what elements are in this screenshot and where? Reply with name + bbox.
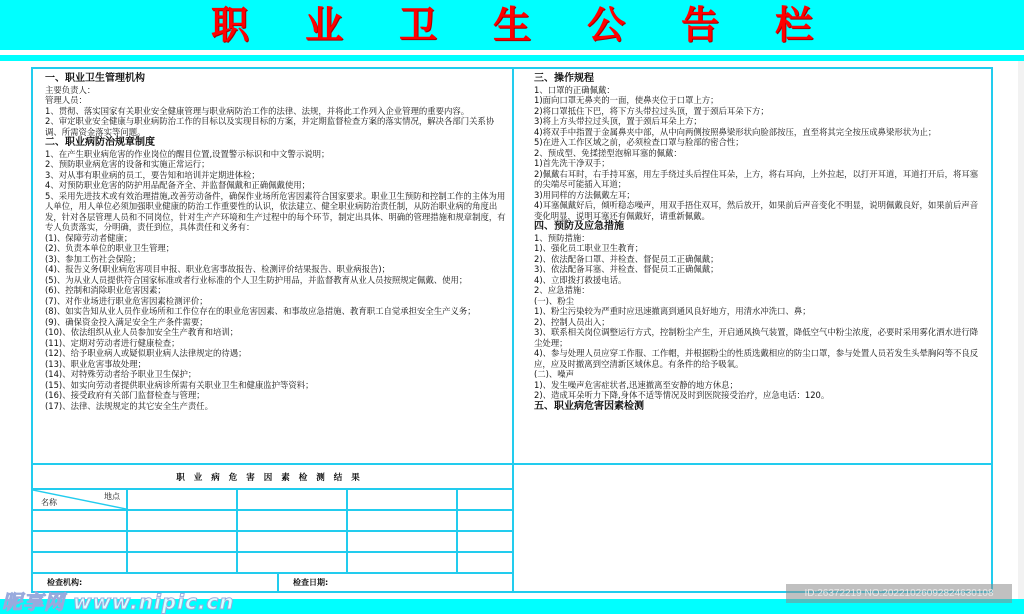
paragraph-line: (9)、确保资金投入满足安全生产条件需要；: [45, 316, 208, 327]
table-cell[interactable]: [127, 552, 237, 573]
paragraph-line: 1、口罩的正确佩戴：: [534, 84, 615, 95]
paragraph-line: 2、审定职业安全健康与职业病防治工作的目标以及实现目标的方案，并定期监督检查方案的落实情况，解决各部门关系协调、所需资金落实等问题。: [45, 116, 495, 137]
table-title: 职业病危害因素检测结果: [176, 473, 369, 483]
location-header: 地点: [104, 492, 120, 501]
paragraph-line: 3)将上方头带拉过头顶，置于颈后耳朵上方；: [534, 116, 702, 126]
title-char: 栏: [774, 3, 813, 47]
table-cell[interactable]: [457, 531, 512, 552]
paragraph-line: 1、贯彻、落实国家有关职业安全健康管理与职业病防治工作的法律、法规，并将此工作列入企业管理的重要内容。: [45, 105, 470, 116]
paragraph-line: 2、预成型、免揉搓型泡棉耳塞的佩戴：: [534, 147, 682, 158]
title-char: 告: [680, 3, 719, 47]
paragraph-line: (17)、法律、法规规定的其它安全生产责任。: [45, 400, 213, 411]
paragraph-line: 1)、强化员工职业卫生教育；: [534, 243, 644, 253]
paragraph-line: 4)耳塞佩戴好后，倾听稳态噪声，用双手捂住双耳，然后放开，如果前后声音变化不明显，说明佩戴良好，如果前后声音变化明显，说明耳塞还有佩戴好，请重新佩戴。: [534, 200, 979, 221]
paragraph-line: (14)、对特殊劳动者给予职业卫生保护；: [45, 369, 197, 379]
paragraph-line: 3)、联系相关岗位调整运行方式，控制粉尘产生，开启通风换气装置，降低空气中粉尘浓度，必要时采用雾化洒水进行降尘处理；: [534, 327, 979, 348]
paragraph-line: (7)、对作业场进行职业危害因素检测评价；: [45, 295, 208, 306]
decorative-stripe: [0, 55, 1024, 61]
paragraph-line: 4)将双手中指置于金属鼻夹中部，从中向两侧按照鼻梁形状向脸部按压，直至将其完全按压成鼻梁形状为止；: [534, 126, 937, 137]
paragraph-line: 1)、发生噪声危害症状者,迅速撤离至安静的地方休息；: [534, 379, 738, 390]
watermark-id: ID:26372219 NO:20221026092824630108: [786, 584, 1012, 603]
paragraph-line: (16)、接受政府有关部门监督检查与管理；: [45, 390, 205, 400]
paragraph-line: 2)、控制人员出入；: [534, 316, 610, 327]
title-char: 业: [304, 3, 343, 47]
paragraph-line: 2)佩戴右耳时，右手持耳塞，用左手绕过头后捏住耳朵，上方，将右耳向，上外拉起，以打开耳道，耳道打开后，将耳塞的尖端尽可能插入耳道；: [534, 168, 979, 189]
table-header-row: [33, 489, 512, 510]
results-grid: [33, 488, 512, 574]
paragraph-line: 3、对从事有职业病的员工，要告知和培训并定期进体检；: [45, 169, 260, 180]
table-cell[interactable]: [457, 552, 512, 573]
paragraph-line: 管理人员：: [45, 95, 87, 105]
section-heading: 二、职业病防治规章制度: [45, 137, 155, 148]
title-char: 职: [210, 3, 249, 47]
paragraph-line: 4)、参与处理人员应穿工作服、工作帽，并根据粉尘的性质选戴相应的防尘口罩，参与处置人员若发生头晕胸闷等不良反应，应及时撤离到空清新区域休息。有条件的给予吸氧。: [534, 348, 979, 369]
paragraph-line: (6)、控制和消除职业危害因素；: [45, 285, 166, 295]
paragraph-line: (8)、如实告知从业人员作业场所和工作位存在的职业危害因素、和事故应急措施、教育职工自觉承担安全生产义务；: [45, 306, 476, 316]
paragraph-line: (5)、为从业人员提供符合国家标准或者行业标准的个人卫生防护用品，并监督教育从业人员按照规定佩戴、使用；: [45, 274, 468, 285]
paragraph-line: (2)、负责本单位的职业卫生管理；: [45, 243, 175, 253]
right-content-panel: [512, 67, 993, 465]
table-cell[interactable]: [33, 552, 127, 573]
paragraph-line: 1、预防措施：: [534, 232, 590, 243]
paragraph-line: 1)首先洗干净双手；: [534, 158, 610, 168]
table-row: [33, 510, 512, 531]
watermark-logo: 昵享网 www.nipic.cn: [2, 590, 235, 614]
paragraph-line: (3)、参加工伤社会保险；: [45, 253, 141, 264]
paragraph-line: 2)、造成耳朵听力下降,身体不适等情况及时到医院接受治疗，应急电话：120。: [534, 390, 830, 400]
section-heading: 一、职业卫生管理机构: [45, 73, 145, 84]
paragraph-line: (1)、保障劳动者健康；: [45, 232, 133, 243]
table-cell[interactable]: [33, 510, 127, 531]
procedures-and-emergency-text: [514, 69, 991, 412]
paragraph-line: 主要负责人：: [45, 84, 96, 95]
table-cell[interactable]: [127, 510, 237, 531]
section-heading: 五、职业病危害因素检测: [534, 400, 644, 412]
table-row: [33, 531, 512, 552]
paragraph-line: 1)面向口罩无鼻夹的一面，使鼻夹位于口罩上方；: [534, 95, 719, 105]
table-row: [33, 552, 512, 573]
inspection-date-field[interactable]: [279, 574, 512, 592]
paragraph-line: 3)、依法配备耳塞、并检查、督促员工正确佩戴；: [534, 264, 719, 274]
table-cell[interactable]: [237, 552, 347, 573]
paragraph-line: 3)用同样的方法佩戴左耳；: [534, 189, 635, 200]
page-title: [0, 2, 1024, 48]
paragraph-line: (一)、粉尘: [534, 295, 575, 306]
inspection-org-label: 检查机构:: [47, 578, 83, 587]
corner-cell: [33, 489, 127, 510]
paragraph-line: 1)、粉尘污染较为严重时应迅速撤离到通风良好地方，用清水冲洗口、鼻；: [534, 306, 811, 316]
paragraph-line: 2、应急措施：: [534, 285, 590, 295]
detection-content-area: [512, 463, 993, 593]
paragraph-line: (15)、如实向劳动者提供职业病诊所需有关职业卫生和健康监护等资料；: [45, 379, 314, 390]
page-edge: [1018, 61, 1024, 599]
paragraph-line: (12)、给予职业病人或疑似职业病人法律规定的待遇；: [45, 348, 247, 358]
table-cell[interactable]: [347, 510, 457, 531]
paragraph-line: 5)在进入工作区域之前，必须检查口罩与脸部的密合性；: [534, 137, 744, 147]
section-heading: 三、操作规程: [534, 73, 594, 84]
paragraph-line: 2)、依法配备口罩、并检查、督促员工正确佩戴；: [534, 253, 719, 264]
management-and-rules-text: [33, 69, 512, 411]
detection-results-table: [31, 463, 514, 593]
paragraph-line: (二)、噪声: [534, 369, 575, 379]
table-cell[interactable]: [457, 510, 512, 531]
paragraph-line: (13)、职业危害事故处理；: [45, 358, 146, 369]
table-cell[interactable]: [347, 552, 457, 573]
paragraph-line: 4)、立即拨打救援电话。: [534, 274, 627, 285]
paragraph-line: 1、在产生职业病危害的作业岗位的醒目位置,设置警示标识和中文警示说明；: [45, 148, 330, 159]
table-cell[interactable]: [347, 531, 457, 552]
paragraph-line: 5、采用先进技术或有效治理措施,改善劳动备件，确保作业场所危害因素符合国家要求。职业卫生预防和控制工作的主体为用人单位，用人单位必须加强职业健康的防治工作重要性的认识，依法建立、健全职业病防治责任制，从防治职业病的角度出发，针对各层管理人员和不同岗位，针对生产产环境和生产过程中的每个环节，制定出具体、明确的管理措施和规章制度，有专人负责落实，分明确，责任到位，具体责任和义务有：: [45, 190, 506, 232]
table-cell[interactable]: [33, 531, 127, 552]
table-cell[interactable]: [237, 510, 347, 531]
inspection-date-label: 检查日期:: [293, 578, 329, 587]
title-char: 公: [586, 3, 625, 47]
title-char: 卫: [398, 3, 437, 47]
table-cell[interactable]: [237, 531, 347, 552]
table-cell[interactable]: [237, 489, 347, 510]
name-header: 名称: [41, 498, 57, 507]
table-cell[interactable]: [457, 489, 512, 510]
table-cell[interactable]: [127, 531, 237, 552]
paragraph-line: (11)、定期对劳动者进行健康检查；: [45, 337, 180, 348]
left-content-panel: [31, 67, 514, 465]
table-cell[interactable]: [347, 489, 457, 510]
paragraph-line: (4)、报告义务(职业病危害项目申报、职业危害事故报告、检测评价结果报告、职业病报告)；: [45, 264, 391, 274]
paragraph-line: 2、预防职业病危害的设备和实施正常运行；: [45, 159, 210, 169]
table-cell[interactable]: [127, 489, 237, 510]
paragraph-line: 2)将口罩抵住下巴，将下方头带拉过头顶，置于颈后耳朵下方；: [534, 105, 769, 116]
paragraph-line: 4、对预防职业危害的防护用品配备齐全、并监督佩戴和正确佩戴使用；: [45, 180, 310, 190]
title-char: 生: [492, 3, 531, 47]
paragraph-line: (10)、依法组织从业人员参加安全生产教育和培训；: [45, 327, 239, 337]
section-heading: 四、预防及应急措施: [534, 221, 624, 232]
